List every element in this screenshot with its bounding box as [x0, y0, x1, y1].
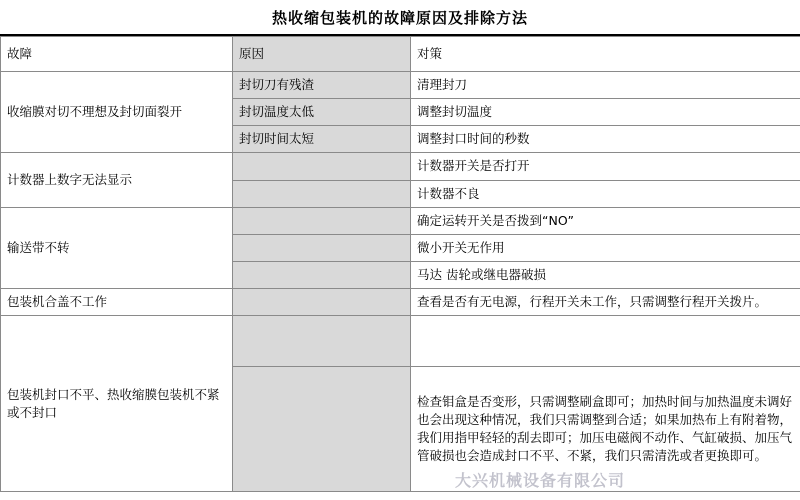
watermark: 大兴机械设备有限公司: [455, 471, 626, 490]
fault-table: [0, 36, 800, 492]
fix-cell: 确定运转开关是否拨到“NO”: [411, 207, 800, 234]
fault-label: 收缩膜对切不理想及封切面裂开: [1, 72, 233, 153]
cause-cell: [233, 316, 411, 367]
table-header-row: [1, 37, 800, 72]
table-row: [1, 289, 800, 316]
fix-cell: 计数器不良: [411, 180, 800, 207]
fix-cell: 查看是否有无电源，行程开关未工作，只需调整行程开关拨片。: [411, 289, 800, 316]
table-row: [1, 316, 800, 367]
cause-cell: [233, 261, 411, 288]
cause-cell: [233, 289, 411, 316]
cause-cell: 封切刀有残渣: [233, 72, 411, 99]
fault-label: 计数器上数字无法显示: [1, 153, 233, 207]
fix-cell: 调整封切温度: [411, 99, 800, 126]
column-header-fix: 对策: [411, 37, 800, 72]
document-title-bar: [0, 0, 800, 36]
cause-cell: 封切时间太短: [233, 126, 411, 153]
fix-cell: 微小开关无作用: [411, 234, 800, 261]
column-header-fault: 故障: [1, 37, 233, 72]
fix-cell: 调整封口时间的秒数: [411, 126, 800, 153]
table-row: [1, 153, 800, 180]
fix-cell: 清理封刀: [411, 72, 800, 99]
cause-cell: [233, 207, 411, 234]
fault-label: 包装机合盖不工作: [1, 289, 233, 316]
cause-cell: [233, 234, 411, 261]
table-row: [1, 72, 800, 99]
cause-cell: 封切温度太低: [233, 99, 411, 126]
cause-cell: [233, 153, 411, 180]
fix-cell: 计数器开关是否打开: [411, 153, 800, 180]
table-row: [1, 207, 800, 234]
fix-cell: 马达 齿轮或继电器破损: [411, 261, 800, 288]
cause-cell: [233, 367, 411, 492]
fix-cell: [411, 316, 800, 367]
fix-cell: 检查钼盒是否变形，只需调整刷盒即可；加热时间与加热温度未调好也会出现这种情况，我们只需调整到合适；如果加热布上有附着物，我们用指甲轻轻的刮去即可；加压电磁阀不动作、气缸破损、加压气管破损也会造成封口不平、不紧，我们只需清洗或者更换即可。: [411, 367, 800, 492]
fault-label: 输送带不转: [1, 207, 233, 288]
page-title: 热收缩包装机的故障原因及排除方法: [271, 8, 528, 27]
column-header-cause: 原因: [233, 37, 411, 72]
fault-label: 包装机封口不平、热收缩膜包装机不紧或不封口: [1, 316, 233, 492]
cause-cell: [233, 180, 411, 207]
